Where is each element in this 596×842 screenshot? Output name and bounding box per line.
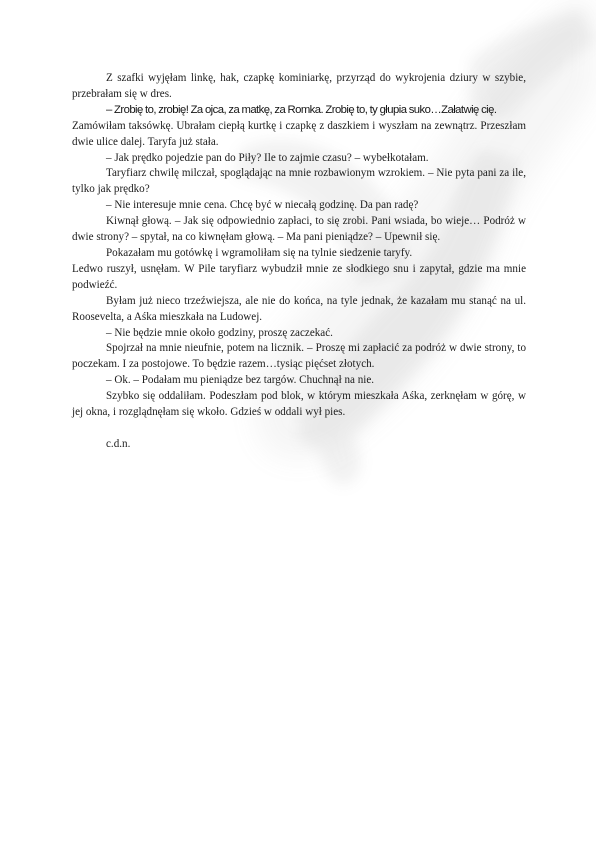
paragraph: Kiwnął głową. – Jak się odpowiednio zapłaci, to się zrobi. Pani wsiada, bo wieje… Podróż w dwie strony? – spytał, na co kiwnęłam głową. – Ma pani pieniądze? – Upewnił się. bbox=[72, 215, 526, 244]
paragraph: Z szafki wyjęłam linkę, hak, czapkę kominiarkę, przyrząd do wykrojenia dziury w szybie, przebrałam się w dres. bbox=[72, 72, 526, 100]
inner-voice-line: – Zrobię to, zrobię! Za ojca, za matkę, za Romka. Zrobię to, ty głupia suko…Załatwię cię. bbox=[106, 103, 497, 116]
continuation-note: c.d.n. bbox=[106, 437, 131, 450]
story-page bbox=[72, 71, 526, 453]
paragraph: Zamówiłam taksówkę. Ubrałam ciepłą kurtkę i czapkę z daszkiem i wyszłam na zewnątrz. Przeszłam dwie ulice dalej. Taryfa już stała. bbox=[72, 119, 526, 148]
dialogue-line: – Nie będzie mnie około godziny, proszę zaczekać. bbox=[106, 326, 333, 339]
dialogue-line: – Ok. – Podałam mu pieniądze bez targów. Chuchnął na nie. bbox=[106, 374, 375, 387]
dialogue-line: – Nie interesuje mnie cena. Chcę być w niecałą godzinę. Da pan radę? bbox=[106, 199, 419, 212]
paragraph: Pokazałam mu gotówkę i wgramoliłam się na tylnie siedzenie taryfy. bbox=[106, 246, 413, 259]
paragraph: Szybko się oddaliłam. Podeszłam pod blok, w którym mieszkała Aśka, zerknęłam w górę, w jej okna, i rozglądnęłam się wkoło. Gdzieś w oddali wył pies. bbox=[72, 390, 526, 419]
dialogue-line: – Jak prędko pojedzie pan do Piły? Ile to zajmie czasu? – wybełkotałam. bbox=[106, 151, 429, 164]
paragraph: Taryfiarz chwilę milczał, spoglądając na mnie rozbawionym wzrokiem. – Nie pyta pani za ile, tylko jak prędko? bbox=[72, 167, 526, 196]
paragraph: Ledwo ruszył, usnęłam. W Pile taryfiarz wybudził mnie ze słodkiego snu i zapytał, gdzie ma mnie podwieźć. bbox=[72, 262, 526, 291]
paragraph: Spojrzał na mnie nieufnie, potem na licznik. – Proszę mi zapłacić za podróż w dwie strony, to poczekam. I za postojowe. To będzie razem…tysiąc pięćset złotych. bbox=[72, 342, 526, 371]
paragraph: Byłam już nieco trzeźwiejsza, ale nie do końca, na tyle jednak, że kazałam mu stanąć na ul. Roosevelta, a Aśka mieszkała na Ludowej. bbox=[72, 294, 526, 323]
